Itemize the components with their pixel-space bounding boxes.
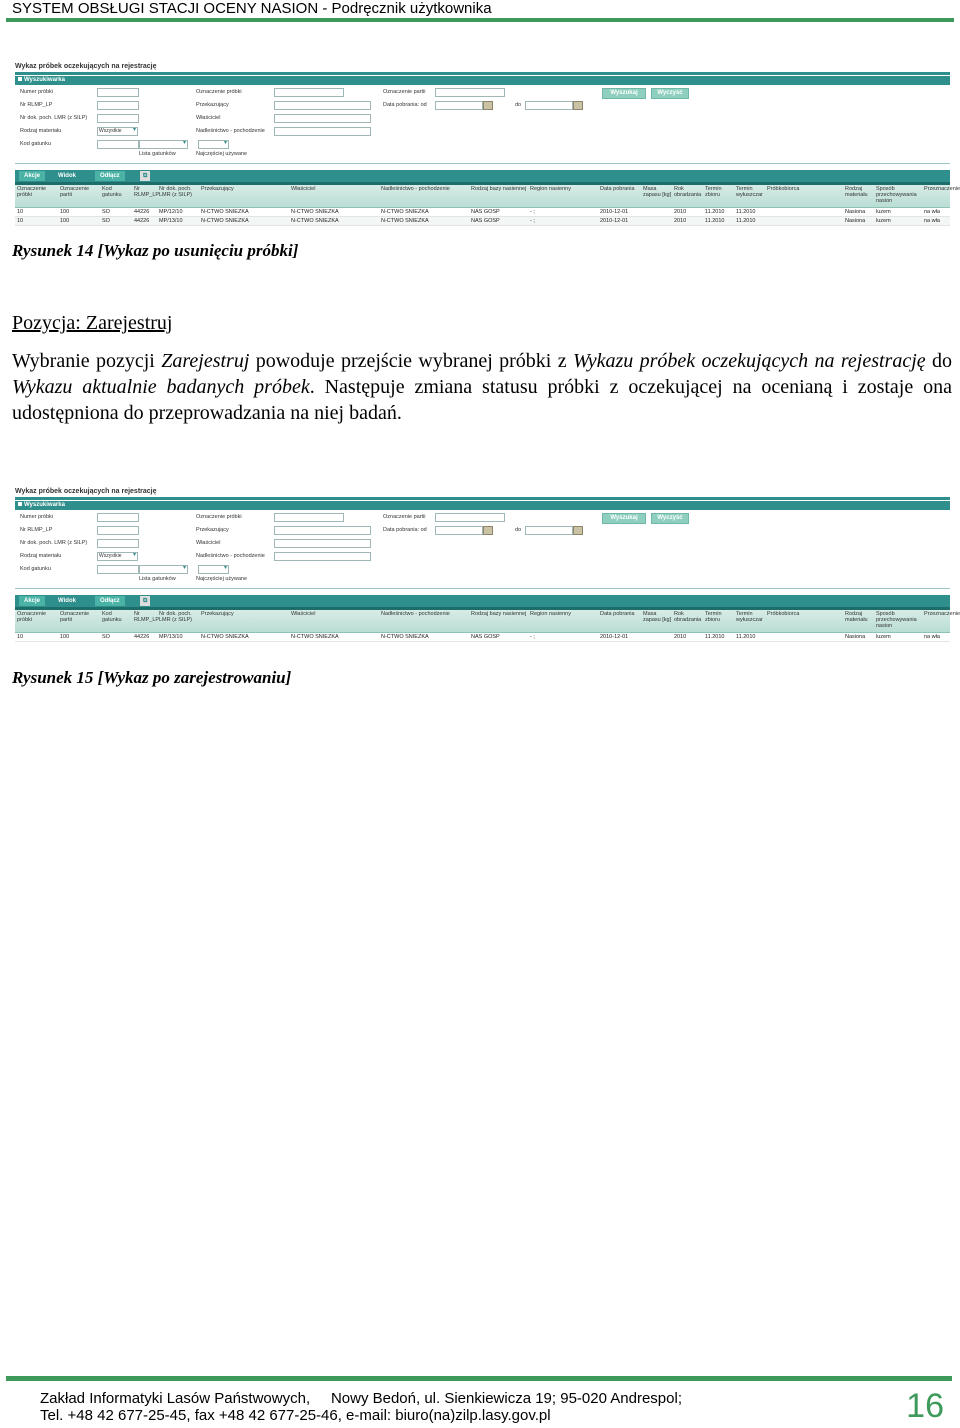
table-cell: 11.2010 (705, 209, 725, 215)
table-cell: SO (102, 634, 110, 640)
column-header[interactable]: Oznaczenie próbki (17, 186, 47, 198)
table-cell: 10 (17, 218, 24, 224)
paragraph-text: do (925, 350, 952, 372)
grid-header (15, 185, 960, 208)
table-cell: MP/13/10 (159, 634, 183, 640)
column-header[interactable]: Masa zapasu [kg] (643, 186, 672, 198)
column-header[interactable]: Rodzaj materiału (845, 611, 868, 623)
table-cell: 44226 (134, 634, 150, 640)
nadlesnictwo-input[interactable] (274, 127, 371, 136)
label-najczesciej: Najczęściej używane (196, 151, 248, 157)
collapse-icon[interactable] (18, 77, 22, 81)
nr-dok-input[interactable] (97, 539, 139, 548)
search-button[interactable]: Wyszukaj (602, 513, 646, 524)
wlasciciel-input[interactable] (274, 539, 371, 548)
label-numer_probki: Numer próbki (20, 514, 54, 520)
search-form (15, 85, 950, 164)
figure-14-caption: Rysunek 14 [Wykaz po usunięciu próbki] (12, 241, 299, 260)
search-button[interactable]: Wyszukaj (602, 88, 646, 99)
numer-probki-input[interactable] (97, 513, 139, 522)
widok-menu[interactable]: Widok (58, 173, 76, 179)
table-cell: N-CTWO ŚNIEŻKA (291, 634, 339, 640)
table-cell: 44226 (134, 209, 150, 215)
table-cell: na wła (924, 218, 940, 224)
table-cell: luzem (876, 218, 891, 224)
header-rule (6, 18, 954, 22)
przekazujacy-input[interactable] (274, 101, 371, 110)
label-kod_gatunku: Kod gatunku (20, 141, 51, 147)
table-cell: NAS GOSP (471, 634, 500, 640)
detach-icon[interactable]: ⧉ (140, 596, 150, 606)
document-header-title: SYSTEM OBSŁUGI STACJI OCENY NASION - Podręcznik użytkownika (12, 0, 492, 17)
footer (40, 1390, 682, 1424)
column-header[interactable]: Przeznaczenie (924, 611, 960, 617)
label-data_pobrania: Data pobrania: od (383, 527, 427, 533)
column-header[interactable]: Data pobrania (600, 611, 635, 617)
column-header[interactable]: Oznaczenie próbki (17, 611, 47, 623)
nr-rlmp-input[interactable] (97, 101, 139, 110)
table-cell: MP/12/10 (159, 209, 183, 215)
najczesciej-select[interactable] (198, 565, 229, 574)
odlacz-button[interactable]: Odłącz (95, 171, 125, 181)
label-nadlesnictwo: Nadleśnictwo - pochodzenie (196, 553, 265, 559)
label-do: do (515, 102, 522, 108)
oznaczenie-probki-input[interactable] (274, 513, 344, 522)
column-header[interactable]: Sposób przechowywania nasion (876, 186, 917, 204)
data-do-input[interactable] (525, 101, 573, 110)
column-header[interactable]: Właściciel (291, 611, 316, 617)
table-cell: NAS GOSP (471, 209, 500, 215)
table-cell: N-CTWO ŚNIEŻKA (201, 634, 249, 640)
rodzaj-select[interactable]: Wszystkie ▾ (97, 127, 138, 136)
table-cell: SO (102, 209, 110, 215)
column-header[interactable]: Oznaczenie partii (60, 611, 90, 623)
clear-button[interactable]: Wyczyść (651, 513, 689, 524)
footer-line-2: Tel. +48 42 677-25-45, fax +48 42 677-25-46, e-mail: biuro(na)zilp.lasy.gov.pl (40, 1407, 551, 1424)
title-bar (15, 72, 950, 75)
nr-dok-input[interactable] (97, 114, 139, 123)
label-nadlesnictwo: Nadleśnictwo - pochodzenie (196, 128, 265, 134)
nr-rlmp-input[interactable] (97, 526, 139, 535)
column-header[interactable]: Termin zbioru (705, 611, 722, 623)
column-header[interactable]: Termin wyłuszczar (736, 186, 763, 198)
column-header[interactable]: Rodzaj bazy nasiennej (471, 186, 527, 192)
paragraph-text: . Następuje zmiana statusu próbki z oczekującej na ocenianą i zostaje ona udostępniona do przeprowadzania na niej badań. (12, 376, 952, 424)
column-header[interactable]: Przeznaczenie (924, 186, 960, 192)
column-header[interactable]: Data pobrania (600, 186, 635, 192)
search-panel-header[interactable] (15, 76, 950, 85)
label-najczesciej: Najczęściej używane (196, 576, 248, 582)
paragraph-text: Wybranie pozycji (12, 350, 162, 372)
kod-gatunku-input[interactable] (97, 565, 139, 574)
data-od-input[interactable] (435, 101, 483, 110)
screenshot-figure-14 (15, 62, 960, 226)
table-cell: MP/13/10 (159, 218, 183, 224)
table-cell: 100 (60, 218, 70, 224)
collapse-icon[interactable] (18, 502, 22, 506)
column-header[interactable]: Nr RLMP_LP (134, 611, 160, 623)
table-cell: 11.2010 (736, 634, 756, 640)
widok-menu[interactable]: Widok (58, 598, 76, 604)
calendar-icon[interactable] (573, 101, 583, 110)
paragraph-line-1 (12, 348, 952, 426)
odlacz-button[interactable]: Odłącz (95, 596, 125, 606)
section-paragraph (12, 348, 952, 426)
column-header[interactable]: Rodzaj bazy nasiennej (471, 611, 527, 617)
oznaczenie-probki-input[interactable] (274, 88, 344, 97)
label-nr_rlmp: Nr RLMP_LP (20, 102, 53, 108)
column-header[interactable]: Sposób przechowywania nasion (876, 611, 917, 629)
nadlesnictwo-input[interactable] (274, 552, 371, 561)
table-cell: 11.2010 (705, 634, 725, 640)
table-cell: 10 (17, 209, 24, 215)
search-form (15, 510, 950, 589)
grid-toolbar (15, 595, 950, 607)
table-cell: - ; (530, 218, 535, 224)
table-row[interactable] (15, 633, 950, 642)
column-header[interactable]: Rok obradzania (674, 186, 702, 198)
table-cell: 11.2010 (705, 218, 725, 224)
table-cell: N-CTWO ŚNIEŻKA (291, 218, 339, 224)
table-cell: N-CTWO ŚNIEŻKA (381, 218, 429, 224)
search-panel-title: Wyszukiwarka (24, 77, 65, 83)
detach-icon[interactable]: ⧉ (140, 171, 150, 181)
label-rodzaj: Rodzaj materiału (20, 128, 62, 134)
label-data_pobrania: Data pobrania: od (383, 102, 427, 108)
table-cell: 2010 (674, 209, 687, 215)
calendar-icon[interactable] (573, 526, 583, 535)
label-kod_gatunku: Kod gatunku (20, 566, 51, 572)
table-cell: luzem (876, 634, 891, 640)
column-header[interactable]: Nr dok. poch. LMR (z SILP) (159, 186, 193, 198)
column-header[interactable]: Masa zapasu [kg] (643, 611, 672, 623)
column-header[interactable]: Nr dok. poch. LMR (z SILP) (159, 611, 193, 623)
section-heading: Pozycja: Zarejestruj (12, 312, 173, 334)
column-header[interactable]: Oznaczenie partii (60, 186, 90, 198)
label-lista_gatunkow: Lista gatunków (139, 151, 176, 157)
table-cell: 10 (17, 634, 24, 640)
label-nr_dok: Nr dok. poch. LMR (z SILP) (20, 115, 88, 121)
paragraph-italic: Wykazu aktualnie badanych próbek (12, 376, 310, 398)
column-header[interactable]: Przekazujący (201, 611, 234, 617)
table-cell: 2010-12-01 (600, 209, 629, 215)
data-od-input[interactable] (435, 526, 483, 535)
oznaczenie-partii-input[interactable] (435, 88, 505, 97)
table-cell: 2010-12-01 (600, 218, 629, 224)
column-header[interactable]: Termin wyłuszczar (736, 611, 763, 623)
column-header[interactable]: Region nasienny (530, 611, 571, 617)
label-wlasciciel: Właściciel (196, 540, 221, 546)
akcje-menu[interactable]: Akcje (19, 596, 45, 606)
screen-title: Wykaz próbek oczekujących na rejestrację (15, 488, 157, 495)
column-header[interactable]: Termin zbioru (705, 186, 722, 198)
column-header[interactable]: Kod gatunku (102, 186, 122, 198)
column-header[interactable]: Rodzaj materiału (845, 186, 868, 198)
label-do: do (515, 527, 522, 533)
search-panel-title: Wyszukiwarka (24, 502, 65, 508)
table-cell: na wła (924, 209, 940, 215)
data-do-input[interactable] (525, 526, 573, 535)
lista-gatunkow-select[interactable] (139, 140, 188, 149)
table-cell: 2010 (674, 634, 687, 640)
numer-probki-input[interactable] (97, 88, 139, 97)
label-przekazujacy: Przekazujący (196, 102, 229, 108)
table-cell: luzem (876, 209, 891, 215)
paragraph-italic: Wykazu próbek oczekujących na rejestrację (572, 350, 926, 372)
przekazujacy-input[interactable] (274, 526, 371, 535)
table-cell: N-CTWO ŚNIEŻKA (291, 209, 339, 215)
rodzaj-select[interactable]: Wszystkie ▾ (97, 552, 138, 561)
kod-gatunku-input[interactable] (97, 140, 139, 149)
column-header[interactable]: Nadleśnictwo - pochodzenie (381, 611, 450, 617)
page-number: 16 (906, 1387, 944, 1425)
column-header[interactable]: Nr RLMP_LP (134, 186, 160, 198)
label-nr_dok: Nr dok. poch. LMR (z SILP) (20, 540, 88, 546)
calendar-icon[interactable] (483, 101, 493, 110)
table-cell: N-CTWO ŚNIEŻKA (381, 634, 429, 640)
table-cell: 2010 (674, 218, 687, 224)
label-oznaczenie_partii: Oznaczenie partii (383, 514, 426, 520)
table-cell: Nasiona (845, 218, 866, 224)
label-lista_gatunkow: Lista gatunków (139, 576, 176, 582)
paragraph-italic: Zarejestruj (161, 350, 250, 372)
akcje-menu[interactable]: Akcje (19, 171, 45, 181)
table-cell: 11.2010 (736, 209, 756, 215)
table-cell: N-CTWO ŚNIEŻKA (201, 218, 249, 224)
table-cell: N-CTWO ŚNIEŻKA (381, 209, 429, 215)
label-numer_probki: Numer próbki (20, 89, 54, 95)
table-cell: 100 (60, 634, 70, 640)
label-oznaczenie_partii: Oznaczenie partii (383, 89, 426, 95)
screenshot-figure-15 (15, 487, 960, 642)
table-cell: 2010-12-01 (600, 634, 629, 640)
column-header[interactable]: Rok obradzania (674, 611, 702, 623)
label-rodzaj: Rodzaj materiału (20, 553, 62, 559)
column-header[interactable]: Próbkobiorca (767, 611, 800, 617)
table-row[interactable] (15, 208, 950, 217)
grid-toolbar (15, 170, 950, 182)
grid-header (15, 610, 960, 633)
table-cell: - ; (530, 209, 535, 215)
column-header[interactable]: Próbkobiorca (767, 186, 800, 192)
najczesciej-select[interactable] (198, 140, 229, 149)
clear-button[interactable]: Wyczyść (651, 88, 689, 99)
data-grid (15, 185, 960, 226)
table-cell: NAS GOSP (471, 218, 500, 224)
table-cell: Nasiona (845, 634, 866, 640)
wlasciciel-input[interactable] (274, 114, 371, 123)
table-cell: 11.2010 (736, 218, 756, 224)
label-oznaczenie_probki: Oznaczenie próbki (196, 514, 242, 520)
paragraph-text: powoduje przejście wybranej próbki z (249, 350, 573, 372)
column-header[interactable]: Kod gatunku (102, 611, 122, 623)
table-cell: N-CTWO ŚNIEŻKA (201, 209, 249, 215)
column-header[interactable]: Nadleśnictwo - pochodzenie (381, 186, 450, 192)
calendar-icon[interactable] (483, 526, 493, 535)
figure-15-caption: Rysunek 15 [Wykaz po zarejestrowaniu] (12, 668, 292, 687)
column-header[interactable]: Region nasienny (530, 186, 571, 192)
label-przekazujacy: Przekazujący (196, 527, 229, 533)
search-panel-header[interactable] (15, 501, 950, 510)
footer-line-1: Zakład Informatyki Lasów Państwowych, Nowy Bedoń, ul. Sienkiewicza 19; 95-020 Andrespol; (40, 1390, 682, 1407)
label-nr_rlmp: Nr RLMP_LP (20, 527, 53, 533)
table-cell: - ; (530, 634, 535, 640)
table-cell: 100 (60, 209, 70, 215)
table-cell: SO (102, 218, 110, 224)
screen-title: Wykaz próbek oczekujących na rejestrację (15, 63, 157, 70)
footer-rule (6, 1376, 952, 1381)
title-bar (15, 497, 950, 500)
label-wlasciciel: Właściciel (196, 115, 221, 121)
column-header[interactable]: Właściciel (291, 186, 316, 192)
table-cell: na wła (924, 634, 940, 640)
data-grid (15, 610, 960, 642)
label-oznaczenie_probki: Oznaczenie próbki (196, 89, 242, 95)
lista-gatunkow-select[interactable] (139, 565, 188, 574)
table-row[interactable] (15, 217, 950, 226)
oznaczenie-partii-input[interactable] (435, 513, 505, 522)
column-header[interactable]: Przekazujący (201, 186, 234, 192)
table-cell: Nasiona (845, 209, 866, 215)
table-cell: 44226 (134, 218, 150, 224)
